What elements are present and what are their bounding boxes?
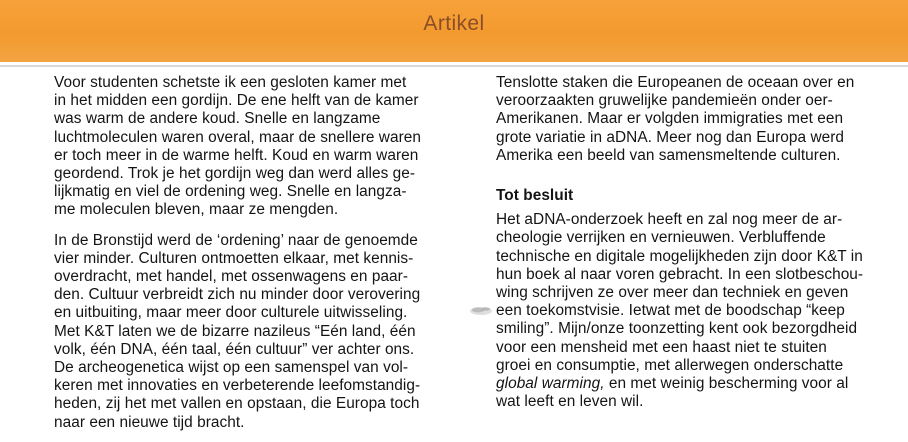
text-line: en uitbuiting, maar meer door culturele uitwisseling. xyxy=(54,304,408,322)
text-line: er toch meer in de warme helft. Koud en warm waren xyxy=(54,146,419,164)
italic-phrase: global warming, xyxy=(496,375,605,393)
text-line: naar een nieuwe tijd bracht. xyxy=(54,413,245,431)
text-line: In de Bronstijd werd de ‘ordening’ naar de genoemde xyxy=(54,231,418,249)
right-column xyxy=(496,74,898,423)
text-line: een toekomstvisie. Ietwat met de boodschap “keep xyxy=(496,302,845,320)
text-line: volk, één DNA, één taal, één cultuur” ver achter ons. xyxy=(54,340,415,358)
scan-smudge xyxy=(466,300,496,320)
text-line: Het aDNA-onderzoek heeft en zal nog meer de ar- xyxy=(496,211,843,229)
text-line: lijkmatig en viel de ordening weg. Snelle en langza- xyxy=(54,183,407,201)
text-line: heden, zij het met vallen en opstaan, die Europa toch xyxy=(54,395,420,413)
text-line: me moleculen bleven, maar ze mengden. xyxy=(54,201,339,219)
text-line: den. Cultuur verbreidt zich nu minder door verovering xyxy=(54,286,421,304)
text-line: Met K&T laten we de bizarre nazileus “Eén land, één xyxy=(54,322,416,340)
text-line: vier minder. Culturen ontmoetten elkaar, met kennis- xyxy=(54,249,414,267)
text-line: luchtmoleculen waren overal, maar de snellere waren xyxy=(54,128,421,146)
text-line: was warm de andere koud. Snelle en langzame xyxy=(54,110,381,128)
text-line: grote variatie in aDNA. Meer nog dan Europa werd xyxy=(496,128,845,146)
section-heading: Tot besluit xyxy=(496,187,574,205)
text-line: De archeogenetica wijst op een samenspel van vol- xyxy=(54,359,409,377)
text-line: Tenslotte staken die Europeanen de oceaan over en xyxy=(496,74,855,91)
text-line: geordend. Trok je het gordijn weg dan werd alles ge- xyxy=(54,165,416,183)
text-line: veroorzaakten gruwelijke pandemieën onder oer- xyxy=(496,92,833,110)
text-line: cheologie verrijken en vernieuwen. Verbluffende xyxy=(496,229,826,247)
text-line: Amerika een beeld van samensmeltende culturen. xyxy=(496,146,841,164)
left-column xyxy=(54,74,454,442)
text-line: groei en consumptie, met allerwegen onderschatte xyxy=(496,356,844,374)
text-line: Amerikanen. Maar er volgden immigraties met een xyxy=(496,110,844,128)
text-line: in het midden een gordijn. De ene helft van de kamer xyxy=(54,92,419,110)
text-line: wat leeft en leven wil. xyxy=(496,393,644,411)
text-line: overdracht, met handel, met ossenwagens en paar- xyxy=(54,268,409,286)
text-line: technische en digitale mogelijkheden zijn door K&T in xyxy=(496,247,863,265)
text-line: hun boek al naar voren gebracht. In een slotbeschou- xyxy=(496,265,864,283)
text-line: Voor studenten schetste ik een gesloten kamer met xyxy=(54,74,407,91)
text-fragment: en met weinig bescherming voor al xyxy=(604,375,849,393)
paragraph-bronstijd xyxy=(54,232,454,432)
text-line xyxy=(496,375,898,393)
text-line: wing schrijven ze over meer dan techniek en geven xyxy=(496,284,849,302)
paragraph-tenslotte xyxy=(496,74,898,165)
text-line: voor een mensheid met een haast niet te stuiten xyxy=(496,338,827,356)
page-title: Artikel xyxy=(423,12,485,35)
header-divider xyxy=(0,65,908,67)
paragraph-besluit xyxy=(496,211,898,411)
text-line: keren met innovaties en verbeterende leefomstandig- xyxy=(54,377,421,395)
text-line: smiling”. Mijn/onze toonzetting kent ook bezorgdheid xyxy=(496,320,858,338)
paragraph-gordijn xyxy=(54,74,454,220)
